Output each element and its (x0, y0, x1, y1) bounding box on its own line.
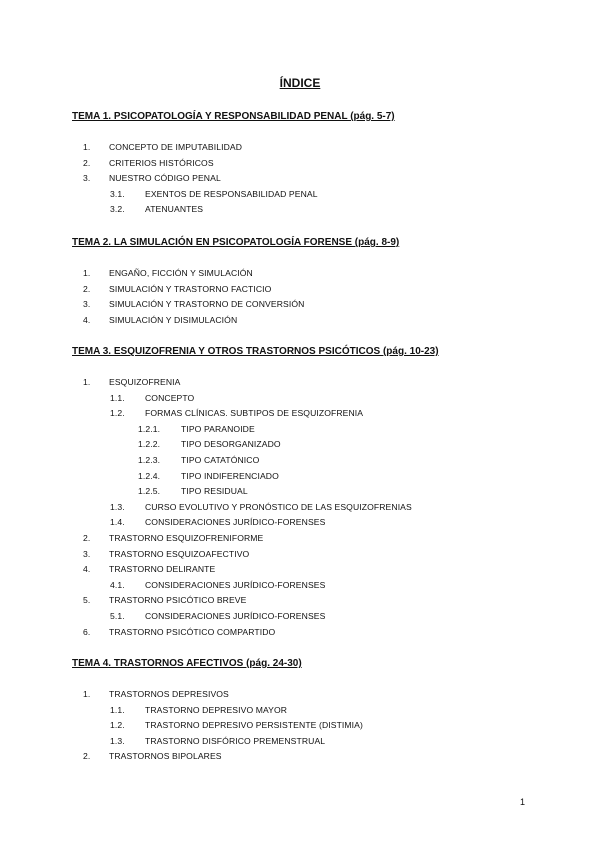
entry-number: 2. (83, 157, 91, 168)
entry-text: CURSO EVOLUTIVO Y PRONÓSTICO DE LAS ESQUIZOFRENIAS (145, 501, 412, 512)
entry-text: TIPO CATATÓNICO (181, 455, 260, 465)
entry-text: TRASTORNO ESQUIZOFRENIFORME (109, 533, 264, 543)
entry-text: CONSIDERACIONES JURÍDICO-FORENSES (145, 517, 326, 528)
entry-number: 1.1. (110, 704, 125, 715)
entry-text: CONSIDERACIONES JURÍDICO-FORENSES (145, 579, 326, 590)
entry-text: CONSIDERACIONES JURÍDICO-FORENSES (145, 611, 326, 621)
entry-number: 1. (83, 268, 91, 278)
entry-number: 1. (83, 689, 91, 699)
entry-text: SIMULACIÓN Y TRASTORNO DE CONVERSIÓN (109, 299, 305, 310)
entry-text: TRASTORNO PSICÓTICO BREVE (109, 595, 247, 606)
entry-number: 3. (83, 299, 91, 310)
entry-text: TIPO INDIFERENCIADO (181, 470, 279, 481)
entry-text: CONCEPTO DE IMPUTABILIDAD (109, 142, 243, 152)
entry-text: TRASTORNO DELIRANTE (109, 564, 216, 575)
entry-number: 5. (83, 595, 91, 606)
entry-text: ATENUANTES (145, 204, 204, 215)
entry-text: TIPO DESORGANIZADO (181, 439, 281, 450)
entry-number: 1.2.4. (138, 470, 161, 481)
entry-number: 1. (83, 142, 91, 152)
entry-number: 1.4. (110, 517, 125, 528)
entry-number: 2. (83, 283, 91, 294)
entry-text: TRASTORNOS DEPRESIVOS (109, 689, 229, 699)
entry-text: NUESTRO CÓDIGO PENAL (109, 173, 221, 184)
entry-number: 3.1. (110, 188, 125, 199)
entry-number: 5.1. (110, 611, 125, 621)
entry-number: 1.2. (110, 408, 125, 419)
entry-text: ENGAÑO, FICCIÓN Y SIMULACIÓN (109, 268, 253, 278)
entry-text: SIMULACIÓN Y TRASTORNO FACTICIO (109, 283, 272, 294)
entry-number: 1.2.5. (138, 486, 161, 497)
entry-number: 2. (83, 533, 91, 543)
entry-number: 1.2.3. (138, 455, 161, 465)
entry-number: 1.2.1. (138, 423, 161, 434)
entry-number: 1.2.2. (138, 439, 161, 450)
entry-number: 1.3. (110, 501, 125, 512)
entry-text: TRASTORNO ESQUIZOAFECTIVO (109, 548, 250, 559)
entry-number: 2. (83, 751, 91, 762)
entry-number: 1.2. (110, 720, 125, 731)
page-title: ÍNDICE (279, 76, 321, 90)
section-heading: TEMA 4. TRASTORNOS AFECTIVOS (pág. 24-30) (72, 658, 302, 669)
entry-text: TRASTORNO DEPRESIVO MAYOR (145, 704, 288, 715)
entry-text: CRITERIOS HISTÓRICOS (109, 157, 214, 168)
entry-number: 6. (83, 626, 91, 637)
entry-number: 4. (83, 564, 91, 575)
entry-text: ESQUIZOFRENIA (109, 377, 181, 387)
entry-text: CONCEPTO (145, 392, 195, 403)
entry-text: FORMAS CLÍNICAS. SUBTIPOS DE ESQUIZOFRENIA (145, 408, 364, 419)
entry-number: 4.1. (110, 579, 125, 590)
entry-number: 3.2. (110, 204, 125, 215)
entry-number: 3. (83, 548, 91, 559)
section-heading: TEMA 2. LA SIMULACIÓN EN PSICOPATOLOGÍA FORENSE (pág. 8-9) (72, 237, 400, 248)
entry-text: TIPO PARANOIDE (181, 423, 255, 434)
entry-text: SIMULACIÓN Y DISIMULACIÓN (109, 314, 238, 325)
page-number: 1 (520, 797, 526, 807)
section-heading: TEMA 1. PSICOPATOLOGÍA Y RESPONSABILIDAD PENAL (pág. 5-7) (72, 111, 395, 122)
entry-number: 1.3. (110, 735, 125, 746)
entry-number: 1.1. (110, 392, 125, 403)
entry-text: TIPO RESIDUAL (181, 486, 248, 497)
entry-text: TRASTORNO PSICÓTICO COMPARTIDO (109, 626, 276, 637)
section-heading: TEMA 3. ESQUIZOFRENIA Y OTROS TRASTORNOS PSICÓTICOS (pág. 10-23) (72, 346, 439, 357)
entry-text: TRASTORNOS BIPOLARES (109, 751, 222, 762)
entry-number: 4. (83, 314, 91, 325)
entry-text: EXENTOS DE RESPONSABILIDAD PENAL (145, 188, 318, 199)
entry-number: 3. (83, 173, 91, 184)
entry-text: TRASTORNO DISFÓRICO PREMENSTRUAL (145, 735, 326, 746)
entry-number: 1. (83, 377, 91, 387)
entry-text: TRASTORNO DEPRESIVO PERSISTENTE (DISTIMIA) (145, 720, 363, 731)
